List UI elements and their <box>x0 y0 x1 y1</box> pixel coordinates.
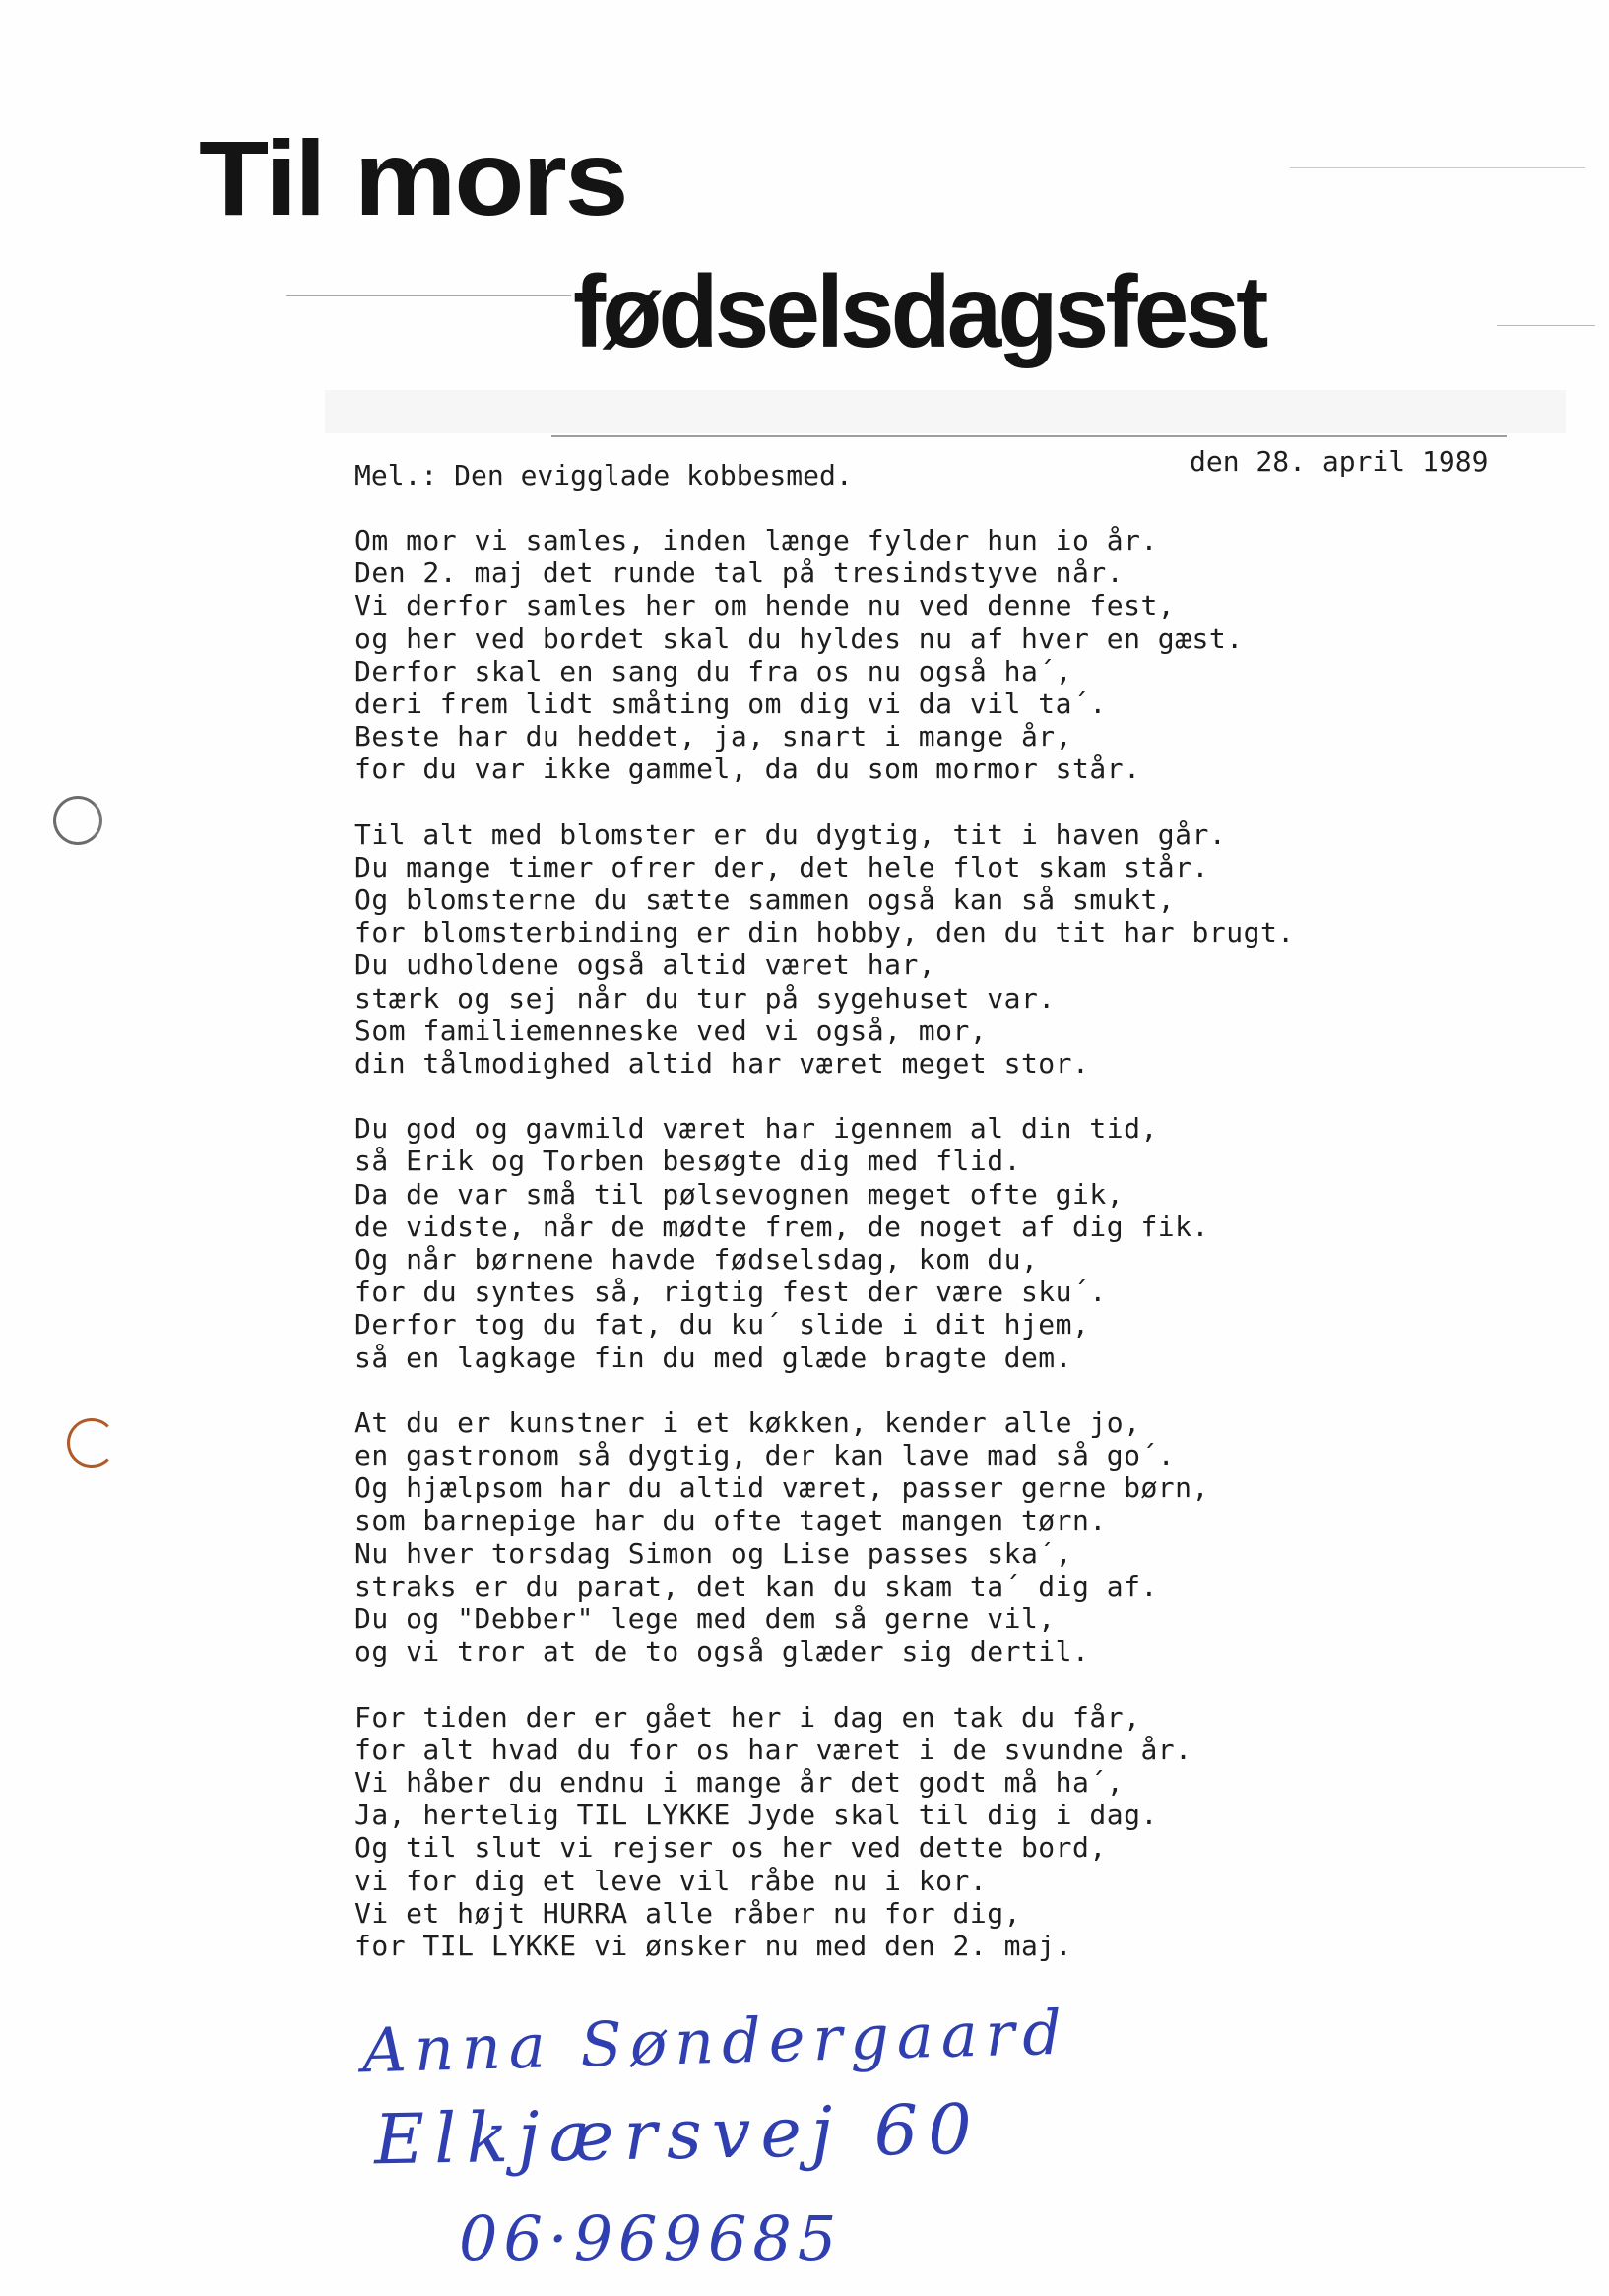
stanza-1 <box>354 524 1295 786</box>
stanza-2 <box>354 819 1295 1081</box>
verse-line: stærk og sej når du tur på sygehuset var. <box>354 981 1056 1015</box>
verse-line: Og hjælpsom har du altid været, passer gerne børn, <box>354 1472 1209 1505</box>
verse-line: for du syntes så, rigtig fest der være sku´. <box>354 1276 1107 1309</box>
title-line-1: Til mors <box>199 118 627 237</box>
date-line: den 28. april 1989 <box>1190 445 1489 478</box>
verse-line: som barnepige har du ofte taget mangen tørn. <box>354 1504 1107 1538</box>
verse-line: Til alt med blomster er du dygtig, tit i haven går. <box>354 818 1227 851</box>
verse-line: for du var ikke gammel, da du som mormor står. <box>354 753 1141 786</box>
verse-line: At du er kunstner i et køkken, kender alle jo, <box>354 1406 1141 1439</box>
verse-line: Vi derfor samles her om hende nu ved denne fest, <box>354 589 1176 623</box>
clipping-edge-left <box>286 295 571 296</box>
verse-line: Den 2. maj det runde tal på tresindstyve når. <box>354 557 1125 590</box>
verse-line: Vi håber du endnu i mange år det godt må ha´, <box>354 1765 1125 1799</box>
poem <box>354 524 1295 1995</box>
verse-line: så en lagkage fin du med glæde bragte dem. <box>354 1341 1073 1374</box>
verse-line: Nu hver torsdag Simon og Lise passes ska´, <box>354 1537 1073 1570</box>
stanza-5 <box>354 1701 1295 1963</box>
verse-line: en gastronom så dygtig, der kan lave mad så go´. <box>354 1439 1176 1473</box>
verse-line: din tålmodighed altid har været meget stor. <box>354 1047 1090 1081</box>
verse-line: så Erik og Torben besøgte dig med flid. <box>354 1145 1021 1178</box>
verse-line: Beste har du heddet, ja, snart i mange år, <box>354 720 1073 754</box>
verse-line: Om mor vi samles, inden længe fylder hun io år. <box>354 524 1158 557</box>
verse-line: Som familiemenneske ved vi også, mor, <box>354 1014 988 1047</box>
handwritten-phone: 06·969685 <box>459 2202 843 2274</box>
verse-line: Og til slut vi rejser os her ved dette bord, <box>354 1831 1107 1865</box>
verse-line: Du udholdene også altid været har, <box>354 949 936 982</box>
verse-line: Da de var små til pølsevognen meget ofte gik, <box>354 1177 1125 1211</box>
clipping-edge-right <box>1497 325 1595 326</box>
stanza-3 <box>354 1112 1295 1374</box>
verse-line: og her ved bordet skal du hyldes nu af hver en gæst. <box>354 622 1244 655</box>
verse-line: Ja, hertelig TIL LYKKE Jyde skal til dig i dag. <box>354 1799 1158 1832</box>
verse-line: de vidste, når de mødte frem, de noget af dig fik. <box>354 1210 1209 1243</box>
verse-line: og vi tror at de to også glæder sig dertil. <box>354 1635 1090 1669</box>
verse-line: Derfor skal en sang du fra os nu også ha´, <box>354 654 1073 688</box>
clipping-edge-top <box>1290 167 1585 168</box>
punch-hole-icon <box>53 796 102 845</box>
verse-line: for TIL LYKKE vi ønsker nu med den 2. maj. <box>354 1929 1073 1962</box>
verse-line: for alt hvad du for os har været i de svundne år. <box>354 1733 1192 1766</box>
verse-line: For tiden der er gået her i dag en tak du får, <box>354 1700 1141 1734</box>
stanza-4 <box>354 1407 1295 1669</box>
verse-line: vi for dig et leve vil råbe nu i kor. <box>354 1864 988 1897</box>
verse-line: Du mange timer ofrer der, det hele flot skam står. <box>354 850 1209 884</box>
verse-line: Du og "Debber" lege med dem så gerne vil, <box>354 1603 1056 1636</box>
verse-line: deri frem lidt småting om dig vi da vil ta´. <box>354 688 1107 721</box>
clipping-strip <box>325 390 1566 433</box>
verse-line: Du god og gavmild været har igennem al din tid, <box>354 1112 1158 1146</box>
verse-line: for blomsterbinding er din hobby, den du tit har brugt. <box>354 916 1295 950</box>
melody-line: Mel.: Den evigglade kobbesmed. <box>354 459 853 492</box>
punch-hole-icon <box>67 1418 116 1468</box>
handwritten-name: Anna Søndergaard <box>361 1996 1070 2087</box>
handwritten-address: Elkjærsvej 60 <box>373 2088 983 2181</box>
verse-line: straks er du parat, det kan du skam ta´ dig af. <box>354 1569 1158 1603</box>
verse-line: Og når børnene havde fødselsdag, kom du, <box>354 1243 1039 1277</box>
clipping-edge-bottom <box>551 435 1507 437</box>
verse-line: Og blomsterne du sætte sammen også kan så smukt, <box>354 884 1176 917</box>
verse-line: Derfor tog du fat, du ku´ slide i dit hjem, <box>354 1308 1090 1342</box>
title-line-2: fødselsdagsfest <box>573 255 1265 369</box>
verse-line: Vi et højt HURRA alle råber nu for dig, <box>354 1896 1021 1930</box>
